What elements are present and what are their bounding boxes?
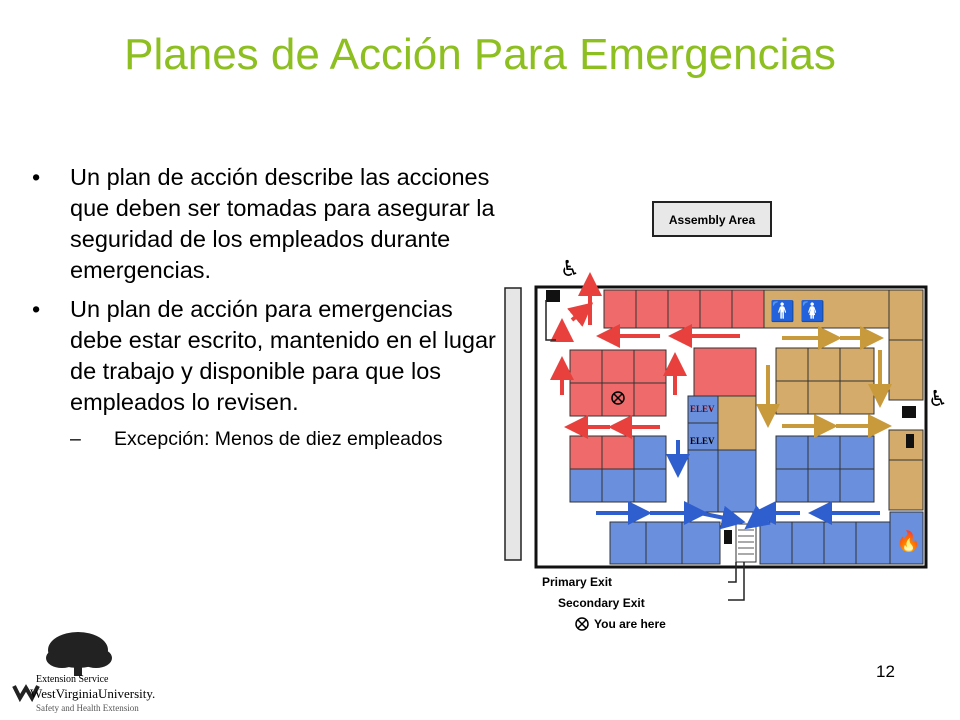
assembly-area-label: Assembly Area bbox=[668, 213, 756, 227]
first-aid-icon bbox=[902, 406, 916, 418]
logo-line1: Extension Service bbox=[36, 674, 109, 685]
bullet-list bbox=[32, 162, 502, 452]
legend-primary-exit: Primary Exit bbox=[542, 575, 613, 589]
evacuation-floor-plan bbox=[500, 190, 960, 650]
logo-line2: WestVirginiaUniversity. bbox=[30, 686, 156, 701]
bullet-item: • Un plan de acción describe las acciones que deben ser tomadas para asegurar la seguridad de los empleados durante emergencias. bbox=[32, 162, 502, 286]
elevator-label: ELEV bbox=[690, 436, 715, 446]
logo-line3: Safety and Health Extension bbox=[36, 703, 139, 713]
wheelchair-icon: ♿ bbox=[928, 387, 948, 412]
page-number: 12 bbox=[876, 662, 895, 681]
restroom-icon: 🚺 bbox=[800, 299, 825, 323]
bullet-text: Un plan de acción para emergencias debe estar escrito, mantenido en el lugar de trabajo y disponible para que los empleados lo revisen. bbox=[70, 296, 496, 415]
sub-bullet-text: Excepción: Menos de diez empleados bbox=[114, 428, 443, 450]
extinguisher-icon bbox=[724, 530, 732, 544]
restroom-icon: 🚹 bbox=[770, 299, 795, 323]
bullet-item: • Un plan de acción para emergencias debe estar escrito, mantenido en el lugar de trabajo y disponible para que los empleados lo revisen. bbox=[32, 294, 502, 418]
bullet-text: Un plan de acción describe las acciones que deben ser tomadas para asegurar la seguridad de los empleados durante emergencias. bbox=[70, 164, 495, 283]
legend-secondary-exit: Secondary Exit bbox=[558, 596, 645, 610]
slide-title: Planes de Acción Para Emergencias bbox=[124, 30, 836, 79]
wheelchair-icon: ♿ bbox=[560, 257, 580, 282]
extinguisher-icon bbox=[906, 434, 914, 448]
sub-bullet-item: – Excepción: Menos de diez empleados bbox=[70, 428, 443, 450]
fire-icon: 🔥 bbox=[896, 529, 921, 553]
elevator-label: ELEV bbox=[690, 404, 715, 414]
legend-you-are-here: You are here bbox=[594, 617, 666, 631]
first-aid-icon bbox=[546, 290, 560, 302]
